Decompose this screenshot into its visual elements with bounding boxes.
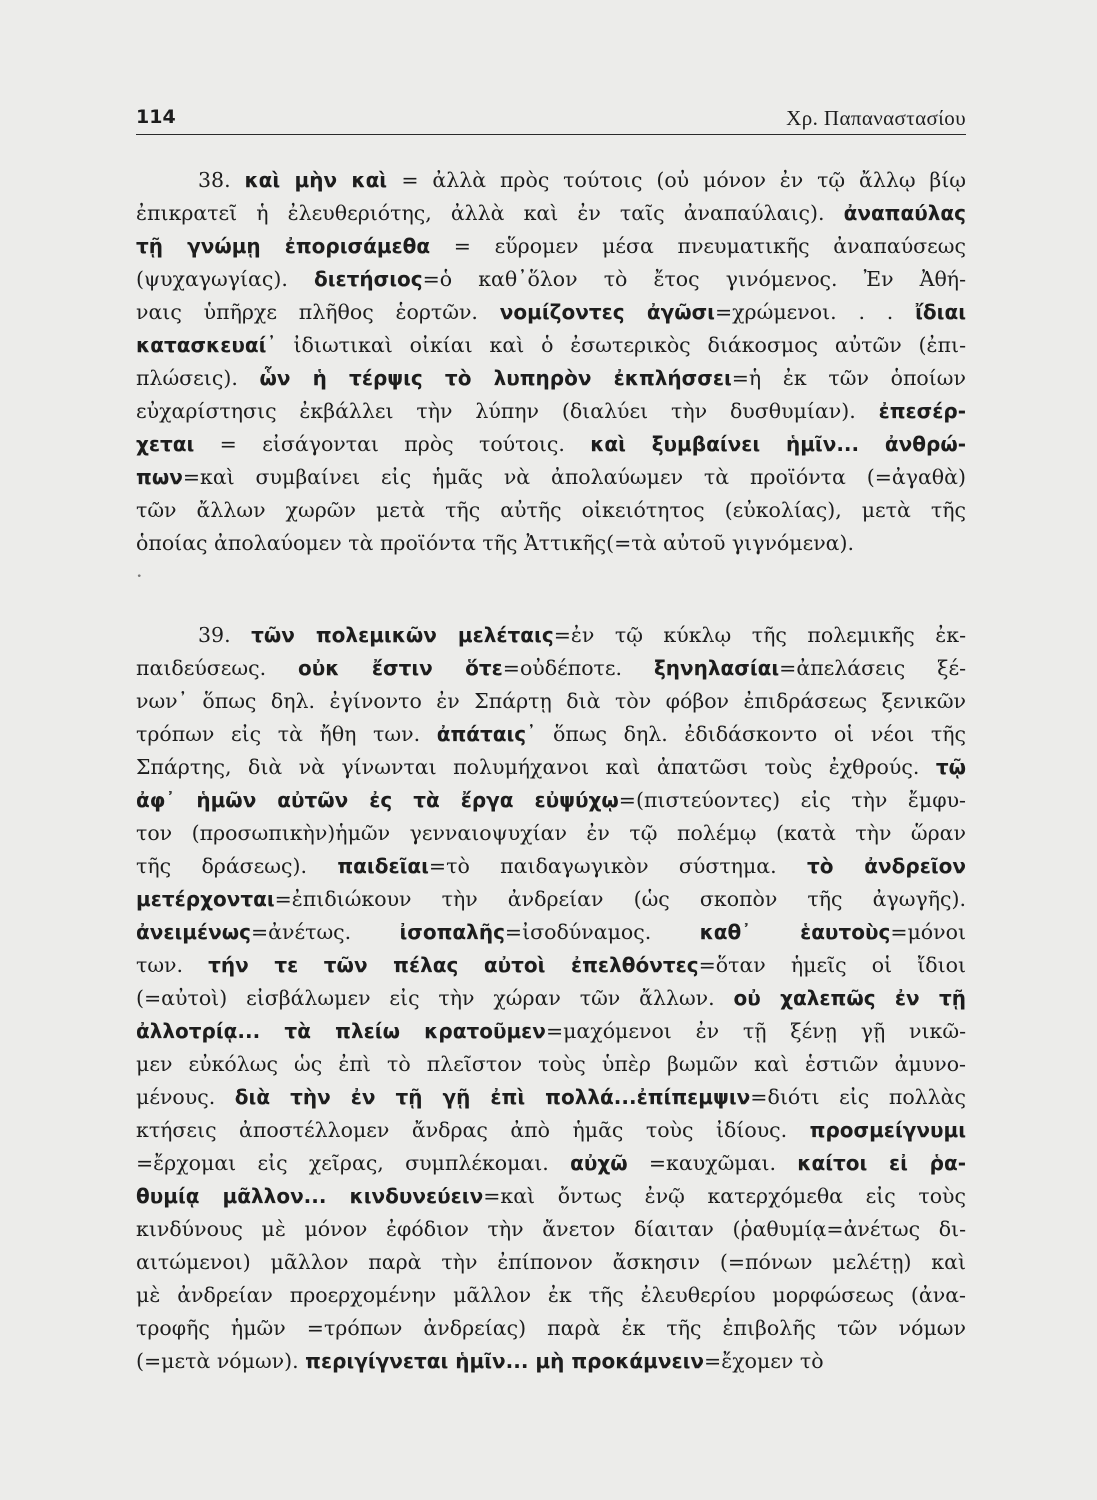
- text-run: πλώσεις).: [136, 366, 260, 390]
- lemma-term: ἐπεσέρ-: [878, 399, 966, 423]
- text-run: τῆς δράσεως).: [136, 854, 338, 878]
- text-line: [136, 428, 966, 461]
- text-run: τον (προσωπικὴν)ἡμῶν γενναιοψυχίαν ἐν τῷ πολέμῳ (κατὰ τὴν ὥραν: [136, 821, 966, 845]
- lemma-term: χεται: [136, 432, 195, 456]
- text-run: ὁποίας ἀπολαύομεν τὰ προϊόντα τῆς Ἀττικῆς(=τὰ αὐτοῦ γιγνόμενα).: [136, 531, 855, 555]
- text-run: =μαχόμενοι ἐν τῇ ξένῃ γῇ νικῶ-: [545, 1019, 966, 1043]
- text-run: Σπάρτης, διὰ νὰ γίνωνται πολυμήχανοι καὶ ἀπατῶσι τοὺς ἐχθρούς.: [136, 755, 936, 779]
- page-header: [136, 104, 966, 135]
- text-line: [136, 817, 966, 850]
- lemma-term: καὶ ξυμβαίνει ἡμῖν... ἀνθρώ-: [590, 432, 966, 456]
- text-run: = ἀλλὰ πρὸς τούτοις (οὐ μόνον ἐν τῷ ἄλλῳ βίῳ: [401, 168, 966, 192]
- lemma-term: διὰ τὴν ἐν τῇ γῇ ἐπὶ πολλά...ἐπίπεμψιν: [234, 1085, 751, 1109]
- text-line: [136, 296, 966, 329]
- text-line: [136, 1081, 966, 1114]
- text-run: =ἀπελάσεις ξέ-: [779, 656, 967, 680]
- text-run: =ὅταν ἡμεῖς οἱ ἴδιοι: [698, 953, 966, 977]
- text-run: =ἐπιδιώκουν τὴν ἀνδρείαν (ὡς σκοπὸν τῆς ἀγωγῆς).: [274, 887, 966, 911]
- text-run: =τὸ παιδαγωγικὸν σύστημα.: [428, 854, 807, 878]
- lemma-term: τήν τε τῶν πέλας αὐτοὶ ἐπελθόντες: [208, 953, 699, 977]
- text-line: [136, 164, 966, 197]
- text-line: [136, 718, 966, 751]
- text-line: [136, 982, 966, 1015]
- text-run: =μόνοι: [890, 920, 966, 944]
- text-run: των.: [136, 953, 209, 977]
- text-line: [136, 784, 966, 817]
- lemma-term: οὐκ ἔστιν ὅτε: [298, 656, 503, 680]
- lemma-term: ἀπάταις: [436, 722, 527, 746]
- text-line: [136, 1015, 966, 1048]
- text-run: 38.: [198, 168, 245, 192]
- lemma-term: αὐχῶ: [570, 1151, 628, 1175]
- text-line: [136, 685, 966, 718]
- lemma-term: οὐ χαλεπῶς ἐν τῇ: [733, 986, 966, 1010]
- lemma-term: ἀλλοτρίᾳ... τὰ πλείω κρατοῦμεν: [136, 1019, 546, 1043]
- lemma-term: ἰσοπαλῆς: [399, 920, 505, 944]
- lemma-term: κατασκευαί: [136, 333, 267, 357]
- text-run: τρόπων εἰς τὰ ἤθη των.: [136, 722, 437, 746]
- lemma-term: πων: [136, 465, 183, 489]
- text-run: εὐχαρίστησις ἐκβάλλει τὴν λύπην (διαλύει τὴν δυσθυμίαν).: [136, 399, 879, 423]
- text-run: =καυχῶμαι.: [627, 1151, 798, 1175]
- text-line: [136, 850, 966, 883]
- text-run: =διότι εἰς πολλὰς: [750, 1085, 966, 1109]
- paragraph-38: [136, 164, 966, 560]
- text-run: =(πιστεύοντες) εἰς τὴν ἔμφυ-: [618, 788, 966, 812]
- lemma-term: καίτοι εἰ ῥα-: [797, 1151, 967, 1175]
- text-run: (=μετὰ νόμων).: [136, 1349, 306, 1373]
- text-run: κτήσεις ἀποστέλλομεν ἄνδρας ἀπὸ ἡμᾶς τοὺς ἰδίους.: [136, 1118, 810, 1142]
- lemma-term: ἀφ᾽ ἡμῶν αὐτῶν ἐς τὰ ἔργα εὐψύχῳ: [136, 788, 619, 812]
- text-line: [136, 1279, 966, 1312]
- lemma-term: θυμίᾳ μᾶλλον... κινδυνεύειν: [136, 1184, 484, 1208]
- text-line: [136, 263, 966, 296]
- text-run: =ἔρχομαι εἰς χεῖρας, συμπλέκομαι.: [136, 1151, 571, 1175]
- lemma-term: ὧν ἡ τέρψις τὸ λυπηρὸν ἐκπλήσσει: [259, 366, 732, 390]
- text-line: [136, 1147, 966, 1180]
- lemma-term: παιδεῖαι: [337, 854, 429, 878]
- text-line: [136, 751, 966, 784]
- stray-mark: ·: [136, 564, 143, 588]
- text-line: [136, 197, 966, 230]
- text-run: 39.: [198, 623, 252, 647]
- text-run: ναις ὑπῆρχε πλῆθος ἑορτῶν.: [136, 300, 500, 324]
- text-line: [136, 652, 966, 685]
- text-line: [136, 1345, 966, 1378]
- text-run: μεν εὐκόλως ὡς ἐπὶ τὸ πλεῖστον τοὺς ὑπὲρ βωμῶν καὶ ἑστιῶν ἀμυνο-: [136, 1052, 966, 1076]
- lemma-term: νομίζοντες ἀγῶσι: [499, 300, 715, 324]
- text-line: [136, 1312, 966, 1345]
- text-run: =ἡ ἐκ τῶν ὁποίων: [731, 366, 966, 390]
- text-run: νων᾽ ὅπως δηλ. ἐγίνοντο ἐν Σπάρτῃ διὰ τὸν φόβον ἐπιδράσεως ξενικῶν: [136, 689, 966, 713]
- text-line: [136, 949, 966, 982]
- text-run: παιδεύσεως.: [136, 656, 299, 680]
- lemma-term: μετέρχονται: [136, 887, 275, 911]
- lemma-term: διετήσιος: [313, 267, 423, 291]
- lemma-term: τῶν πολεμικῶν μελέταις: [251, 623, 554, 647]
- text-line: [136, 883, 966, 916]
- text-run: μένους.: [136, 1085, 235, 1109]
- text-run: =ἀνέτως.: [251, 920, 400, 944]
- lemma-term: ἴδιαι: [915, 300, 966, 324]
- text-line: [136, 527, 966, 560]
- text-run: ᾽ ἰδιωτικαὶ οἰκίαι καὶ ὁ ἐσωτερικὸς διάκοσμος αὐτῶν (ἐπι-: [266, 333, 966, 357]
- text-run: αιτώμενοι) μᾶλλον παρὰ τὴν ἐπίπονον ἄσκησιν (=πόνων μελέτῃ) καὶ: [136, 1250, 966, 1274]
- lemma-term: τὸ ἀνδρεῖον: [806, 854, 966, 878]
- body-text: [136, 164, 966, 1378]
- text-run: =χρώμενοι. . .: [714, 300, 916, 324]
- text-line: [136, 395, 966, 428]
- lemma-term: προσμείγνυμι: [809, 1118, 966, 1142]
- lemma-term: ξηνηλασίαι: [653, 656, 780, 680]
- page-number: 114: [136, 106, 176, 128]
- text-line: [136, 230, 966, 263]
- lemma-term: ἀνειμένως: [136, 920, 251, 944]
- text-line: [136, 461, 966, 494]
- text-line: [136, 1246, 966, 1279]
- running-head: Χρ. Παπαναστασίου: [786, 106, 966, 130]
- lemma-term: ἀναπαύλας: [843, 201, 966, 225]
- text-run: ἐπικρατεῖ ἡ ἐλευθεριότης, ἀλλὰ καὶ ἐν ταῖς ἀναπαύλαις).: [136, 201, 844, 225]
- text-run: τῶν ἄλλων χωρῶν μετὰ τῆς αὐτῆς οἰκειότητος (εὐκολίας), μετὰ τῆς: [136, 498, 966, 522]
- text-line: [136, 362, 966, 395]
- text-line: [136, 1048, 966, 1081]
- text-run: =καὶ ὄντως ἐνῷ κατερχόμεθα εἰς τοὺς: [483, 1184, 966, 1208]
- paragraph-39: [136, 619, 966, 1378]
- text-line: [136, 1213, 966, 1246]
- lemma-term: περιγίγνεται ἡμῖν... μὴ προκάμνειν: [305, 1349, 705, 1373]
- text-line: [136, 494, 966, 527]
- text-run: =ἰσοδύναμος.: [504, 920, 700, 944]
- text-line: [136, 1180, 966, 1213]
- lemma-term: τῷ: [935, 755, 966, 779]
- text-run: τροφῆς ἡμῶν =τρόπων ἀνδρείας) παρὰ ἐκ τῆς ἐπιβολῆς τῶν νόμων: [136, 1316, 966, 1340]
- text-line: [136, 1114, 966, 1147]
- text-run: =ἔχομεν τὸ: [704, 1349, 824, 1373]
- text-run: = εὕρομεν μέσα πνευματικῆς ἀναπαύσεως: [430, 234, 966, 258]
- text-run: =καὶ συμβαίνει εἰς ἡμᾶς νὰ ἀπολαύωμεν τὰ προϊόντα (=ἀγαθὰ): [182, 465, 966, 489]
- text-run: =οὐδέποτε.: [502, 656, 654, 680]
- lemma-term: τῇ γνώμῃ ἐπορισάμεθα: [136, 234, 431, 258]
- text-run: =ὁ καθ᾽ὅλον τὸ ἔτος γινόμενος. Ἐν Ἀθή-: [422, 267, 966, 291]
- text-run: (ψυχαγωγίας).: [136, 267, 314, 291]
- text-run: μὲ ἀνδρείαν προερχομένην μᾶλλον ἐκ τῆς ἐλευθερίου μορφώσεως (ἀνα-: [136, 1283, 966, 1307]
- text-line: [136, 916, 966, 949]
- text-run: =ἐν τῷ κύκλῳ τῆς πολεμικῆς ἐκ-: [553, 623, 966, 647]
- text-line: [136, 329, 966, 362]
- text-line: [136, 619, 966, 652]
- text-run: ᾽ ὅπως δηλ. ἐδιδάσκοντο οἱ νέοι τῆς: [526, 722, 967, 746]
- text-run: (=αὐτοὶ) εἰσβάλωμεν εἰς τὴν χώραν τῶν ἄλλων.: [136, 986, 734, 1010]
- paragraph-gap: [136, 593, 966, 619]
- text-run: = εἰσάγονται πρὸς τούτοις.: [194, 432, 591, 456]
- lemma-term: καὶ μὴν καὶ: [244, 168, 402, 192]
- text-run: κινδύνους μὲ μόνον ἐφόδιον τὴν ἄνετον δίαιταν (ῥαθυμίᾳ=ἀνέτως δι-: [136, 1217, 966, 1241]
- lemma-term: καθ᾽ ἑαυτοὺς: [699, 920, 891, 944]
